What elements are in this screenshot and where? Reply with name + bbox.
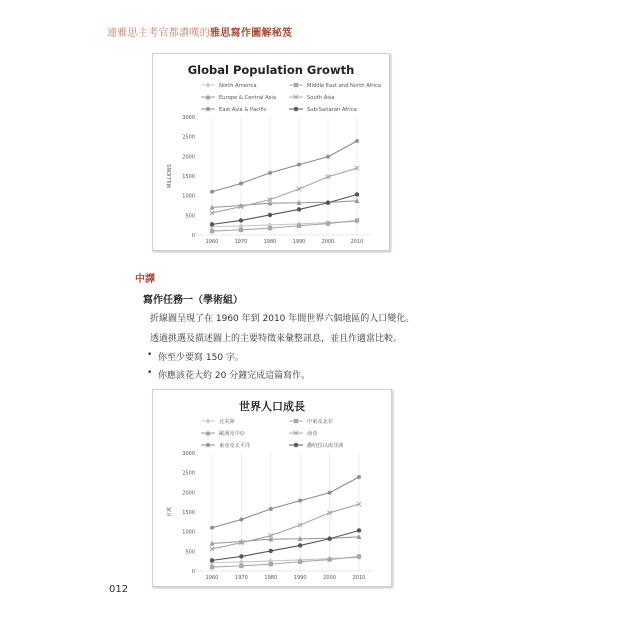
data-point	[210, 222, 214, 226]
legend-marker	[206, 107, 210, 111]
data-point	[268, 213, 272, 217]
series-group	[210, 475, 361, 530]
y-tick-label: 0	[191, 233, 195, 239]
data-point	[327, 537, 331, 541]
y-tick-label: 2500	[182, 470, 195, 477]
legend-marker	[294, 107, 298, 111]
legend-item	[289, 95, 335, 101]
legend-label: North America	[219, 83, 257, 89]
data-point	[355, 192, 359, 196]
x-tick-label: 1970	[235, 575, 248, 581]
data-point	[355, 218, 359, 222]
y-tick-label: 500	[185, 213, 195, 220]
x-tick-label: 2000	[321, 239, 335, 245]
legend-label: 歐洲及中亞	[219, 431, 245, 437]
legend-marker	[206, 82, 210, 87]
running-header	[107, 24, 292, 39]
y-axis-label: 百萬	[167, 506, 173, 518]
y-tick-label: 500	[185, 549, 195, 556]
x-tick-label: 1960	[205, 239, 219, 245]
data-point	[298, 543, 302, 547]
y-tick-label: 0	[191, 569, 195, 575]
series-group	[210, 528, 361, 562]
series-group	[210, 219, 359, 230]
series-group	[210, 502, 361, 551]
x-tick-label: 2010	[352, 575, 366, 581]
legend-item	[289, 417, 333, 425]
series-line	[212, 141, 357, 192]
data-point	[326, 155, 330, 159]
legend-item	[201, 107, 267, 113]
legend-marker	[294, 83, 298, 87]
chinese-chart-svg	[153, 390, 391, 586]
data-point	[239, 517, 243, 521]
x-tick-label: 2000	[323, 575, 336, 581]
legend-marker	[206, 418, 210, 423]
legend-label: Sub-Saharan Africa	[307, 107, 357, 113]
data-point	[327, 557, 331, 561]
data-point	[357, 475, 361, 479]
data-point	[268, 171, 272, 175]
data-point	[210, 229, 214, 233]
chart-title: Global Population Growth	[187, 63, 355, 77]
x-tick-label: 1980	[263, 239, 277, 245]
bullet-item: • 你至少要寫 150 字。	[158, 350, 244, 363]
series-group	[210, 555, 361, 566]
data-point	[210, 190, 214, 194]
header-prefix: 連雅思主考官都讚嘆的	[107, 28, 210, 39]
y-tick-label: 1000	[182, 529, 195, 536]
chart-title: 世界人口成長	[239, 400, 305, 413]
legend-item	[201, 417, 235, 425]
legend-marker	[294, 419, 298, 423]
y-tick-label: 3000	[182, 115, 195, 121]
series-line	[212, 201, 357, 208]
legend-label: 南亞	[307, 431, 318, 437]
series-group	[210, 139, 359, 194]
instruction-paragraph: 透過挑選及描述圖上的主要特徵來彙整訊息，並且作適當比較。	[150, 334, 403, 344]
data-point	[269, 549, 273, 553]
legend-label: 東亞及太平洋	[219, 443, 251, 449]
legend-item	[289, 83, 381, 89]
series-line	[212, 221, 357, 226]
series-group	[210, 166, 359, 215]
y-tick-label: 2500	[182, 134, 195, 141]
task-title: 寫作任務一（學術組）	[143, 295, 243, 306]
y-tick-label: 1500	[182, 174, 195, 180]
data-point	[357, 528, 361, 532]
data-point	[210, 565, 214, 569]
data-point	[210, 526, 214, 530]
data-point	[298, 560, 302, 564]
series-line	[212, 557, 359, 562]
legend-item	[289, 441, 343, 449]
chinese-line-chart	[152, 389, 392, 587]
y-tick-label: 2000	[182, 490, 195, 497]
legend-item	[201, 441, 250, 449]
data-point	[297, 207, 301, 211]
legend-label: Middle East and North Africa	[307, 83, 381, 89]
data-point	[269, 562, 273, 566]
legend-label: 中東及北非	[307, 419, 333, 425]
x-tick-label: 1990	[293, 575, 307, 581]
instruction-paragraph: 折線圖呈現了在 1960 年到 2010 年間世界六個地區的人口變化。	[150, 314, 415, 324]
legend-item	[201, 82, 257, 89]
x-tick-label: 1980	[264, 575, 278, 581]
section-label: 中譯	[135, 274, 155, 285]
series-group	[210, 192, 359, 226]
legend-item	[289, 107, 357, 113]
series-line	[212, 537, 359, 544]
page-number: 012	[109, 584, 129, 595]
series-line	[212, 477, 359, 528]
english-chart-svg	[153, 54, 389, 250]
x-tick-label: 1960	[205, 575, 219, 581]
data-point	[239, 554, 243, 558]
legend-label: East Asia & Pacific	[219, 107, 267, 113]
y-tick-label: 2000	[182, 154, 195, 161]
series-line	[212, 194, 357, 224]
data-point	[239, 218, 243, 222]
legend-marker	[206, 443, 210, 447]
data-point	[355, 139, 359, 143]
data-point	[239, 228, 243, 232]
x-tick-label: 1990	[292, 239, 306, 245]
legend-item	[201, 94, 276, 101]
legend-item	[289, 429, 317, 437]
legend-label: 撒哈拉以南非洲	[307, 443, 344, 449]
legend-label: 北美洲	[219, 419, 235, 425]
data-point	[298, 498, 302, 502]
data-point	[297, 162, 301, 166]
legend-marker	[294, 443, 298, 447]
data-point	[297, 224, 301, 228]
x-tick-label: 1970	[234, 239, 248, 245]
header-book-title: 雅思寫作圖解秘笈	[210, 28, 293, 39]
y-tick-label: 3000	[182, 451, 195, 457]
bullet-item: • 你應該花大約 20 分鐘完成這篇寫作。	[158, 368, 310, 381]
data-point	[210, 558, 214, 562]
data-point	[269, 507, 273, 511]
data-point	[326, 221, 330, 225]
data-point	[239, 181, 243, 185]
y-tick-label: 1500	[182, 510, 195, 516]
data-point	[357, 554, 361, 558]
data-point	[326, 201, 330, 205]
legend-label: Europe & Central Asia	[219, 95, 276, 101]
x-tick-label: 2010	[350, 239, 364, 245]
english-line-chart	[152, 53, 390, 251]
y-axis-label: MILLIONS	[167, 164, 173, 188]
legend-item	[201, 429, 245, 437]
data-point	[239, 564, 243, 568]
y-tick-label: 1000	[182, 193, 195, 200]
data-point	[327, 491, 331, 495]
series-line	[212, 530, 359, 560]
legend-label: South Asia	[307, 95, 335, 101]
data-point	[268, 226, 272, 230]
